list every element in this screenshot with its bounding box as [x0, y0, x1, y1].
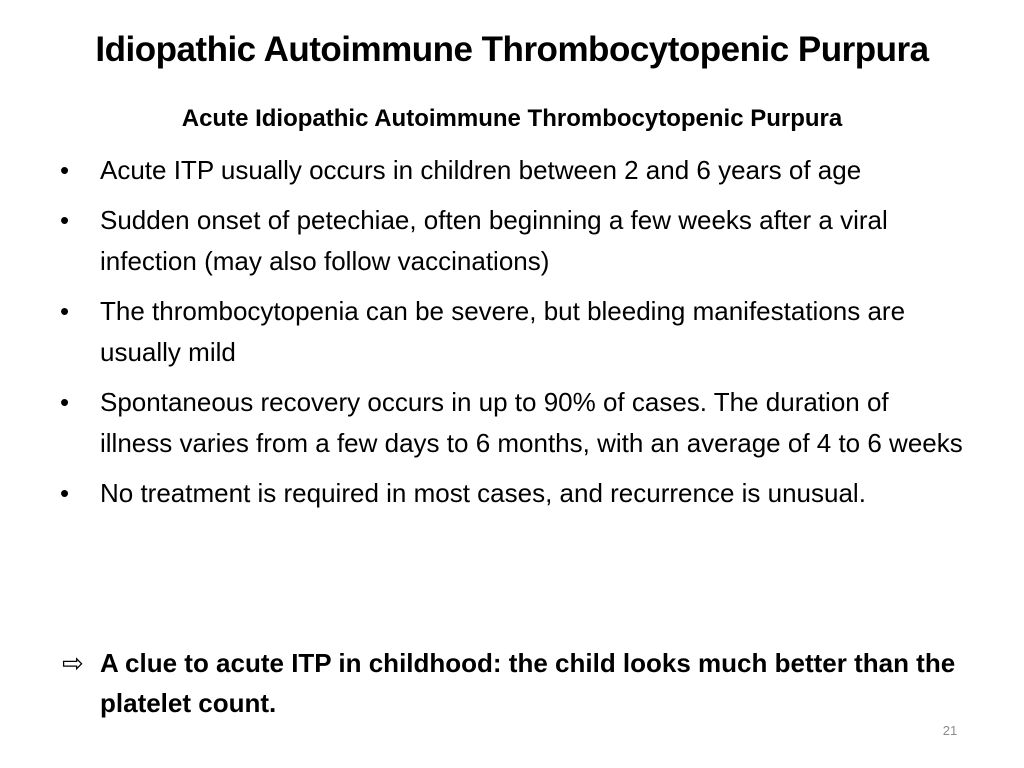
- bullet-text: The thrombocytopenia can be severe, but bleeding manifestations are usually mild: [100, 296, 906, 367]
- bullet-item: [60, 291, 965, 373]
- clue-text: A clue to acute ITP in childhood: the child looks much better than the platelet count.: [100, 648, 956, 718]
- bullet-dot-icon: •: [60, 387, 70, 417]
- slide-subtitle: Acute Idiopathic Autoimmune Thrombocytopenic Purpura: [181, 105, 843, 132]
- bullet-dot-icon: •: [60, 478, 70, 508]
- bullet-dot-icon: •: [60, 205, 70, 235]
- bullet-item: [60, 200, 965, 282]
- page-number: 21: [942, 723, 958, 738]
- bullet-dot-icon: •: [60, 296, 70, 326]
- bullet-text: Spontaneous recovery occurs in up to 90% of cases. The duration of illness varies from a few days to 6 months, with an average of 4 to 6 weeks: [100, 387, 963, 458]
- right-arrow-outline-icon: ⇨: [62, 648, 84, 678]
- bullet-item: [60, 473, 965, 514]
- bullet-item: [60, 382, 965, 464]
- bullet-item: [60, 150, 965, 191]
- bullet-text: Acute ITP usually occurs in children between 2 and 6 years of age: [100, 155, 862, 185]
- bullet-list: [60, 150, 965, 523]
- bullet-text: No treatment is required in most cases, and recurrence is unusual.: [100, 478, 866, 508]
- slide-title: Idiopathic Autoimmune Thrombocytopenic Purpura: [95, 30, 929, 69]
- bullet-dot-icon: •: [60, 155, 70, 185]
- bullet-text: Sudden onset of petechiae, often beginning a few weeks after a viral infection (may also follow vaccinations): [100, 205, 888, 276]
- clue-callout: [60, 643, 965, 723]
